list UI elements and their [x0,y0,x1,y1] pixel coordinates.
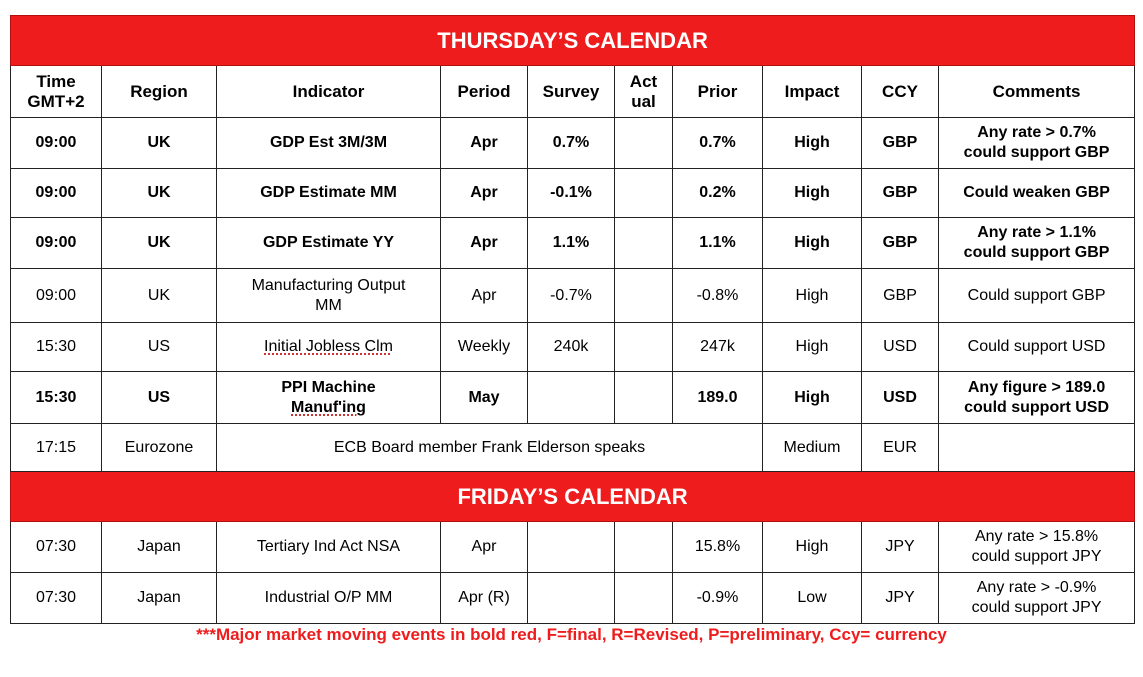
table-cell: -0.8% [673,269,763,323]
table-cell: Apr [441,269,528,323]
table-cell: High [763,323,862,372]
table-cell: Japan [102,573,217,624]
table-cell [615,269,673,323]
table-cell: UK [102,118,217,169]
table-cell: 17:15 [11,424,102,472]
table-cell: Manufacturing Output MM [217,269,441,323]
table-cell [939,424,1135,472]
thursday-calendar-title: THURSDAY’S CALENDAR [11,16,1135,66]
table-cell: GBP [862,218,939,269]
footer-note: ***Major market moving events in bold red, F=final, R=Revised, P=preliminary, Ccy= currency [196,625,947,644]
table-cell [615,372,673,424]
table-cell: Weekly [441,323,528,372]
table-cell: 0.7% [528,118,615,169]
table-row [11,573,1135,624]
table-cell: High [763,269,862,323]
table-cell: JPY [862,573,939,624]
table-cell: 189.0 [673,372,763,424]
table-cell: High [763,372,862,424]
table-cell: 240k [528,323,615,372]
table-cell: Medium [763,424,862,472]
table-cell: GDP Estimate YY [217,218,441,269]
table-cell: 1.1% [528,218,615,269]
table-row [11,372,1135,424]
table-cell: High [763,218,862,269]
table-cell: Apr [441,118,528,169]
table-cell: Could weaken GBP [939,169,1135,218]
table-row [11,218,1135,269]
table-cell: ECB Board member Frank Elderson speaks [217,424,763,472]
table-row [11,522,1135,573]
table-cell: 09:00 [11,118,102,169]
table-cell: High [763,169,862,218]
table-cell: 07:30 [11,522,102,573]
table-cell: 1.1% [673,218,763,269]
table-row [11,169,1135,218]
table-cell: Japan [102,522,217,573]
table-cell: UK [102,169,217,218]
table-cell: 15:30 [11,372,102,424]
header-indicator: Indicator [217,66,441,118]
table-cell: JPY [862,522,939,573]
header-prior: Prior [673,66,763,118]
table-row [11,323,1135,372]
friday-calendar-title: FRIDAY’S CALENDAR [11,472,1135,522]
table-cell: EUR [862,424,939,472]
table-cell [528,573,615,624]
table-cell: Apr (R) [441,573,528,624]
table-cell: -0.9% [673,573,763,624]
table-cell: GBP [862,269,939,323]
table-cell: 07:30 [11,573,102,624]
table-cell: 09:00 [11,269,102,323]
table-cell: GBP [862,169,939,218]
table-cell: GBP [862,118,939,169]
table-cell: 15.8% [673,522,763,573]
header-survey: Survey [528,66,615,118]
table-cell: Low [763,573,862,624]
table-cell [615,169,673,218]
table-cell: Any rate > 0.7% could support GBP [939,118,1135,169]
table-cell: Apr [441,169,528,218]
table-cell: Industrial O/P MM [217,573,441,624]
header-impact: Impact [763,66,862,118]
friday-banner-row [11,472,1135,522]
table-cell: US [102,323,217,372]
table-cell: 09:00 [11,218,102,269]
table-cell: 09:00 [11,169,102,218]
table-cell: Eurozone [102,424,217,472]
header-row [11,66,1135,118]
table-cell: Apr [441,522,528,573]
table-cell: Could support USD [939,323,1135,372]
table-cell: UK [102,218,217,269]
header-actual: Act ual [615,66,673,118]
table-cell [615,522,673,573]
table-cell: US [102,372,217,424]
header-period: Period [441,66,528,118]
header-comments: Comments [939,66,1135,118]
table-cell: 15:30 [11,323,102,372]
table-cell: USD [862,372,939,424]
table-cell: Could support GBP [939,269,1135,323]
table-cell: UK [102,269,217,323]
table-cell: Apr [441,218,528,269]
table-cell: -0.1% [528,169,615,218]
table-cell: Any figure > 189.0 could support USD [939,372,1135,424]
table-cell: GDP Est 3M/3M [217,118,441,169]
table-cell: 247k [673,323,763,372]
table-cell [615,323,673,372]
table-cell [528,522,615,573]
table-cell: PPI Machine Manuf'ing [217,372,441,424]
table-cell: High [763,522,862,573]
table-cell: 0.2% [673,169,763,218]
table-cell [528,372,615,424]
table-cell: Tertiary Ind Act NSA [217,522,441,573]
table-cell: Initial Jobless Clm [217,323,441,372]
economic-calendar-table [10,15,1135,624]
table-cell: 0.7% [673,118,763,169]
table-cell: Any rate > -0.9% could support JPY [939,573,1135,624]
header-region: Region [102,66,217,118]
table-cell: High [763,118,862,169]
table-cell [615,218,673,269]
thursday-banner-row [11,16,1135,66]
table-cell [615,573,673,624]
table-cell: -0.7% [528,269,615,323]
table-cell: Any rate > 1.1% could support GBP [939,218,1135,269]
header-time: Time GMT+2 [11,66,102,118]
table-cell: GDP Estimate MM [217,169,441,218]
table-cell: Any rate > 15.8% could support JPY [939,522,1135,573]
table-cell: USD [862,323,939,372]
table-row [11,118,1135,169]
table-row [11,269,1135,323]
table-cell: May [441,372,528,424]
header-ccy: CCY [862,66,939,118]
table-cell [615,118,673,169]
table-row [11,424,1135,472]
